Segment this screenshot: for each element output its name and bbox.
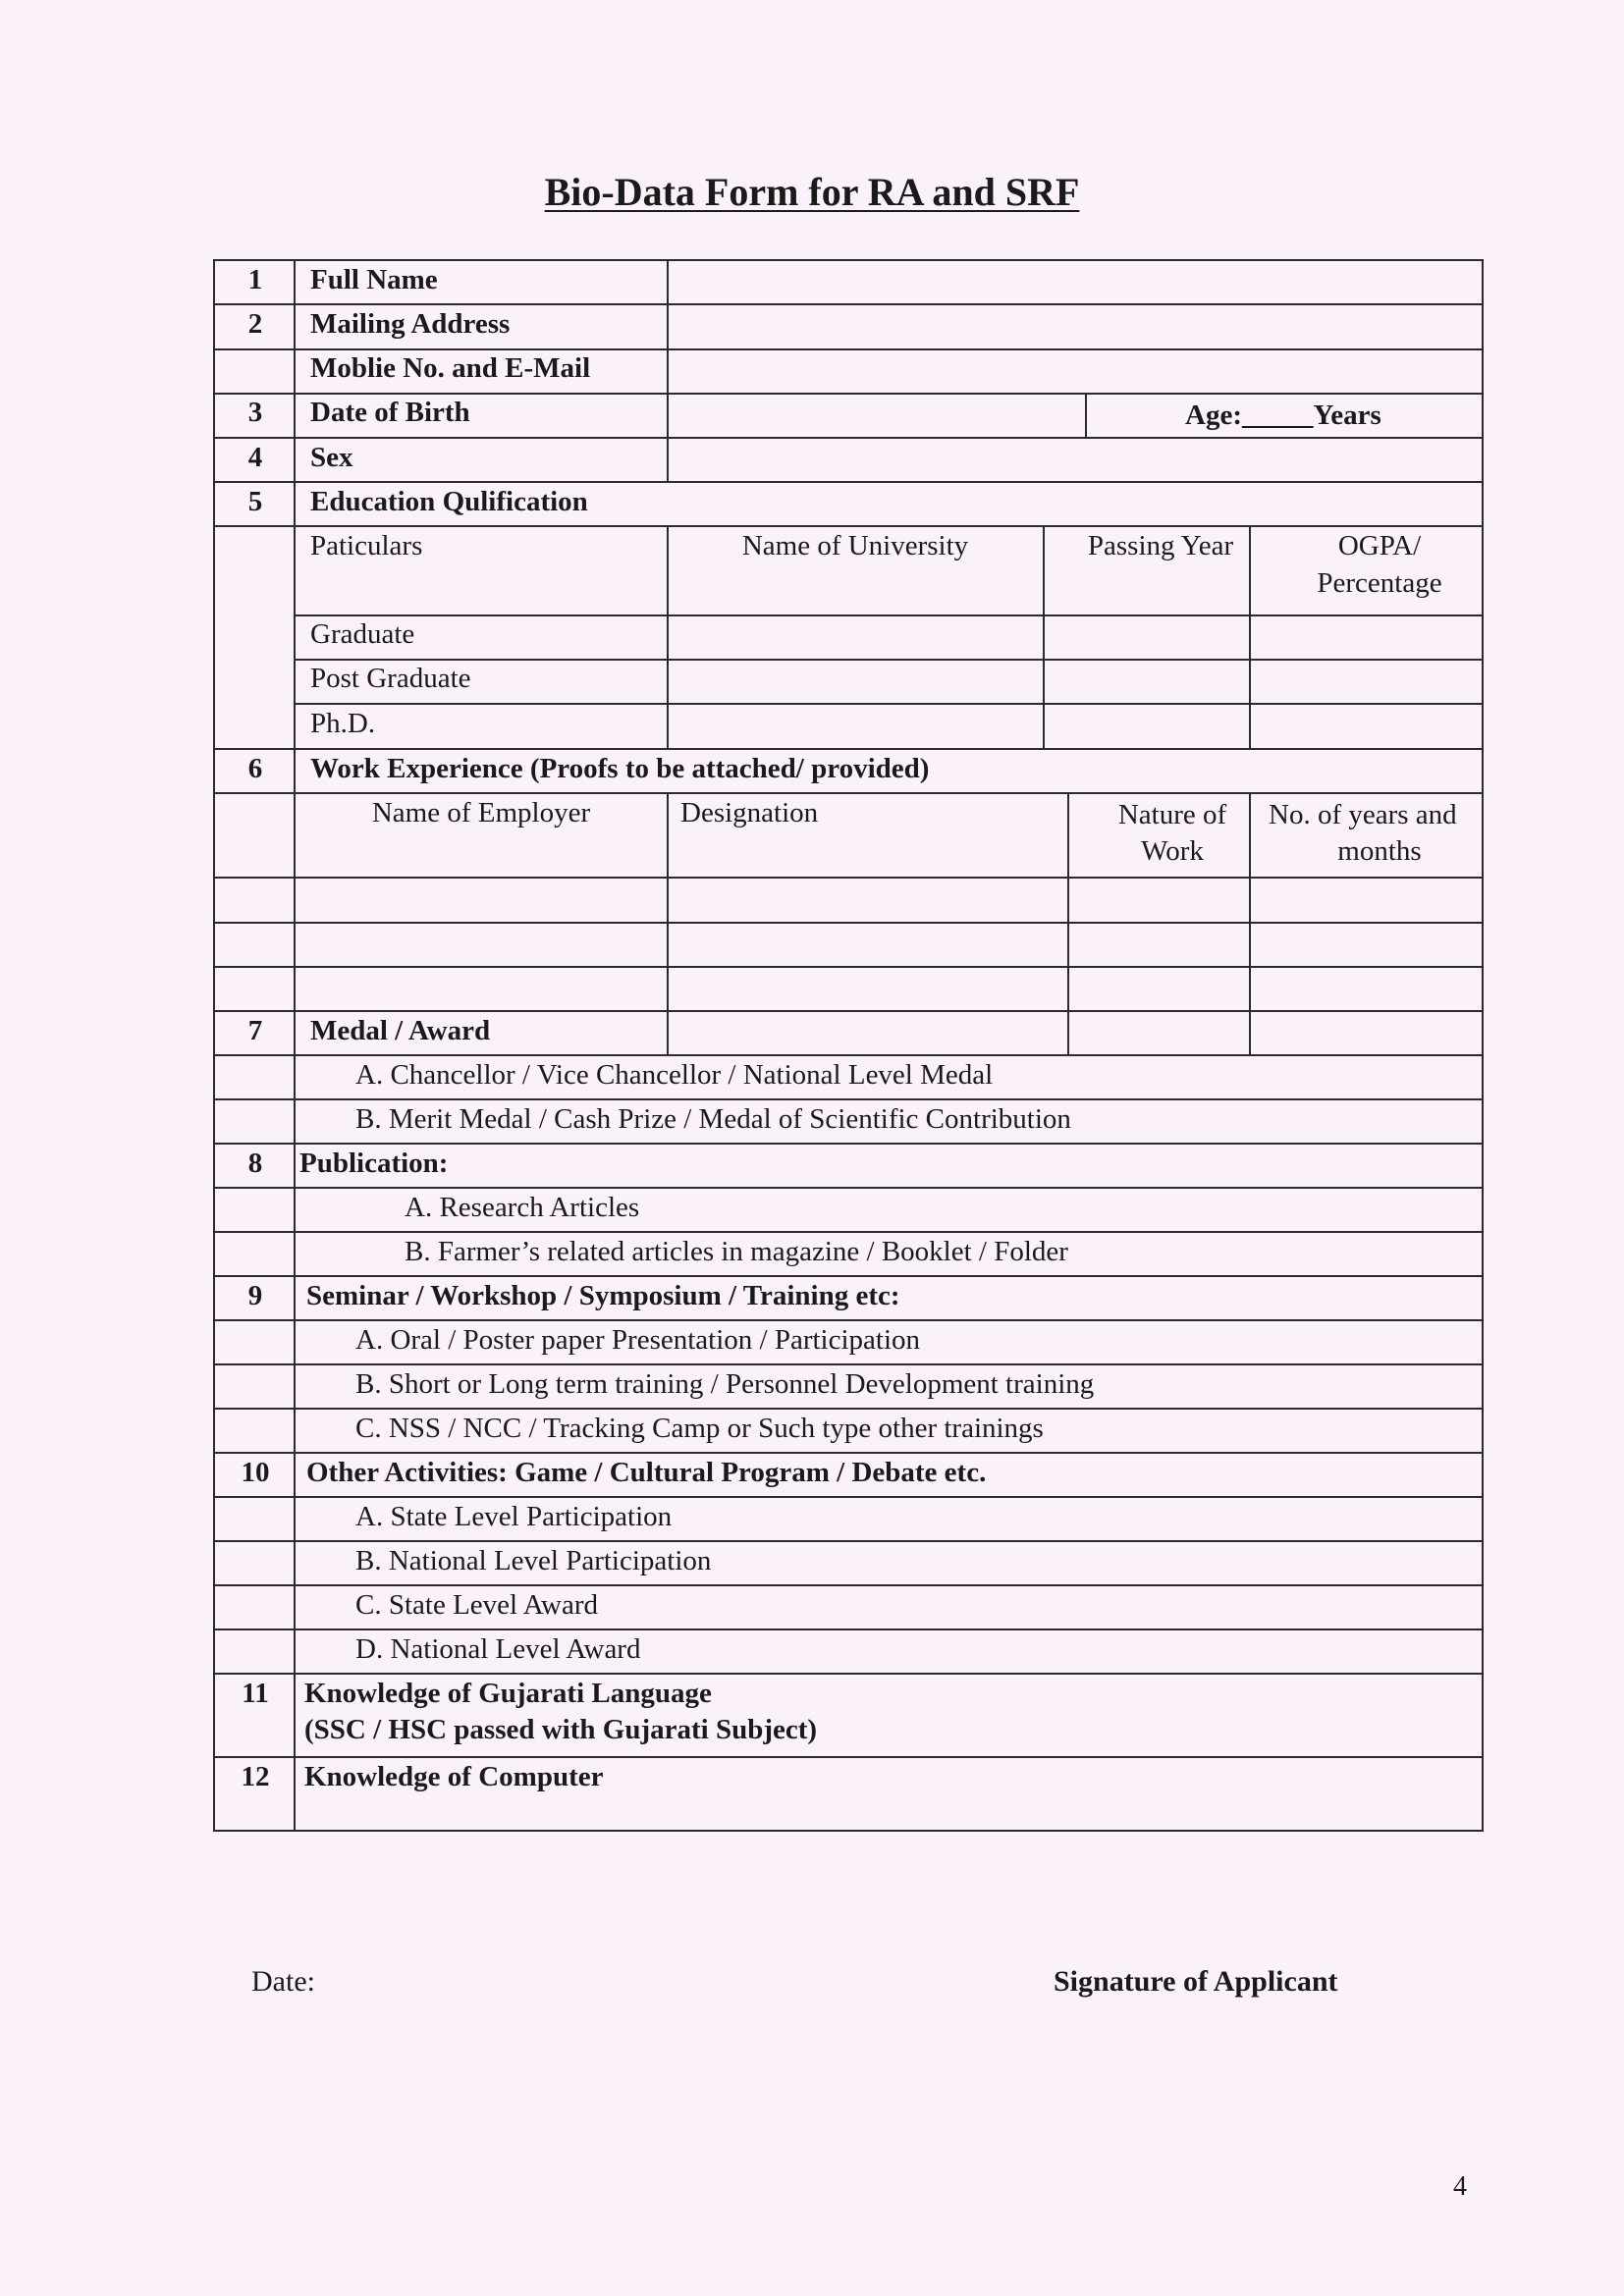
work-header-nature: Nature of — [1117, 799, 1227, 830]
work-header-years: No. of years and — [1269, 799, 1457, 830]
signature-label: Signature of Applicant — [1054, 1965, 1338, 1998]
gujarati-language-label: Knowledge of Gujarati Language — [304, 1678, 712, 1709]
publication-label: Publication: — [299, 1148, 449, 1179]
date-of-birth-label: Date of Birth — [310, 397, 470, 428]
row-number: 1 — [247, 264, 263, 295]
medal-item: A. Chancellor / Vice Chancellor / National Level Medal — [355, 1059, 994, 1091]
seminar-item: C. NSS / NCC / Tracking Camp or Such type other trainings — [355, 1413, 1044, 1444]
row-number: 2 — [247, 308, 263, 340]
row-number: 4 — [247, 442, 263, 473]
seminar-item: B. Short or Long term training / Personnel Development training — [355, 1368, 1095, 1400]
activity-item: C. State Level Award — [355, 1589, 598, 1621]
edu-header-percentage: Percentage — [1317, 567, 1442, 599]
work-header-employer: Name of Employer — [371, 797, 591, 828]
edu-header-ogpa: OGPA/ — [1337, 530, 1422, 561]
publication-item: B. Farmer’s related articles in magazine / Booklet / Folder — [405, 1236, 1068, 1267]
age-years-label: Age:_____Years — [1185, 400, 1381, 431]
work-header-designation: Designation — [680, 797, 819, 828]
edu-level-phd: Ph.D. — [310, 708, 376, 739]
medal-item: B. Merit Medal / Cash Prize / Medal of Scientific Contribution — [355, 1103, 1071, 1135]
edu-level-post-graduate: Post Graduate — [310, 663, 471, 694]
computer-knowledge-label: Knowledge of Computer — [304, 1761, 604, 1792]
publication-item: A. Research Articles — [405, 1192, 640, 1223]
row-number: 9 — [247, 1280, 263, 1311]
edu-header-passing-year: Passing Year — [1087, 530, 1234, 561]
edu-header-particulars: Paticulars — [310, 530, 423, 561]
full-name-label: Full Name — [310, 264, 438, 295]
activity-item: A. State Level Participation — [355, 1501, 673, 1532]
form-title: Bio-Data Form for RA and SRF — [544, 170, 1080, 214]
edu-header-university: Name of University — [741, 530, 969, 561]
seminar-item: A. Oral / Poster paper Presentation / Participation — [355, 1324, 921, 1356]
row-number: 6 — [247, 753, 263, 784]
medal-award-label: Medal / Award — [310, 1015, 491, 1046]
other-activities-label: Other Activities: Game / Cultural Program / Debate etc. — [306, 1457, 987, 1488]
seminar-label: Seminar / Workshop / Symposium / Training etc: — [306, 1280, 900, 1311]
row-number: 7 — [247, 1015, 263, 1046]
row-number: 12 — [241, 1761, 270, 1792]
date-label: Date: — [251, 1965, 315, 1998]
page-number: 4 — [1453, 2171, 1467, 2202]
row-number: 8 — [247, 1148, 263, 1179]
gujarati-subject-note: (SSC / HSC passed with Gujarati Subject) — [304, 1714, 818, 1745]
activity-item: B. National Level Participation — [355, 1545, 712, 1576]
edu-level-graduate: Graduate — [310, 618, 415, 650]
row-number: 11 — [242, 1678, 269, 1709]
mailing-address-label: Mailing Address — [310, 308, 511, 340]
work-header-months: months — [1337, 835, 1422, 867]
work-header-work: Work — [1141, 835, 1204, 867]
row-number: 5 — [247, 486, 263, 517]
sex-label: Sex — [310, 442, 353, 473]
row-number: 3 — [247, 397, 263, 428]
activity-item: D. National Level Award — [355, 1633, 641, 1665]
mobile-email-label: Moblie No. and E-Mail — [310, 352, 591, 384]
education-qualification-label: Education Qulification — [310, 486, 588, 517]
work-experience-label: Work Experience (Proofs to be attached/ provided) — [310, 753, 930, 784]
row-number: 10 — [241, 1457, 270, 1488]
